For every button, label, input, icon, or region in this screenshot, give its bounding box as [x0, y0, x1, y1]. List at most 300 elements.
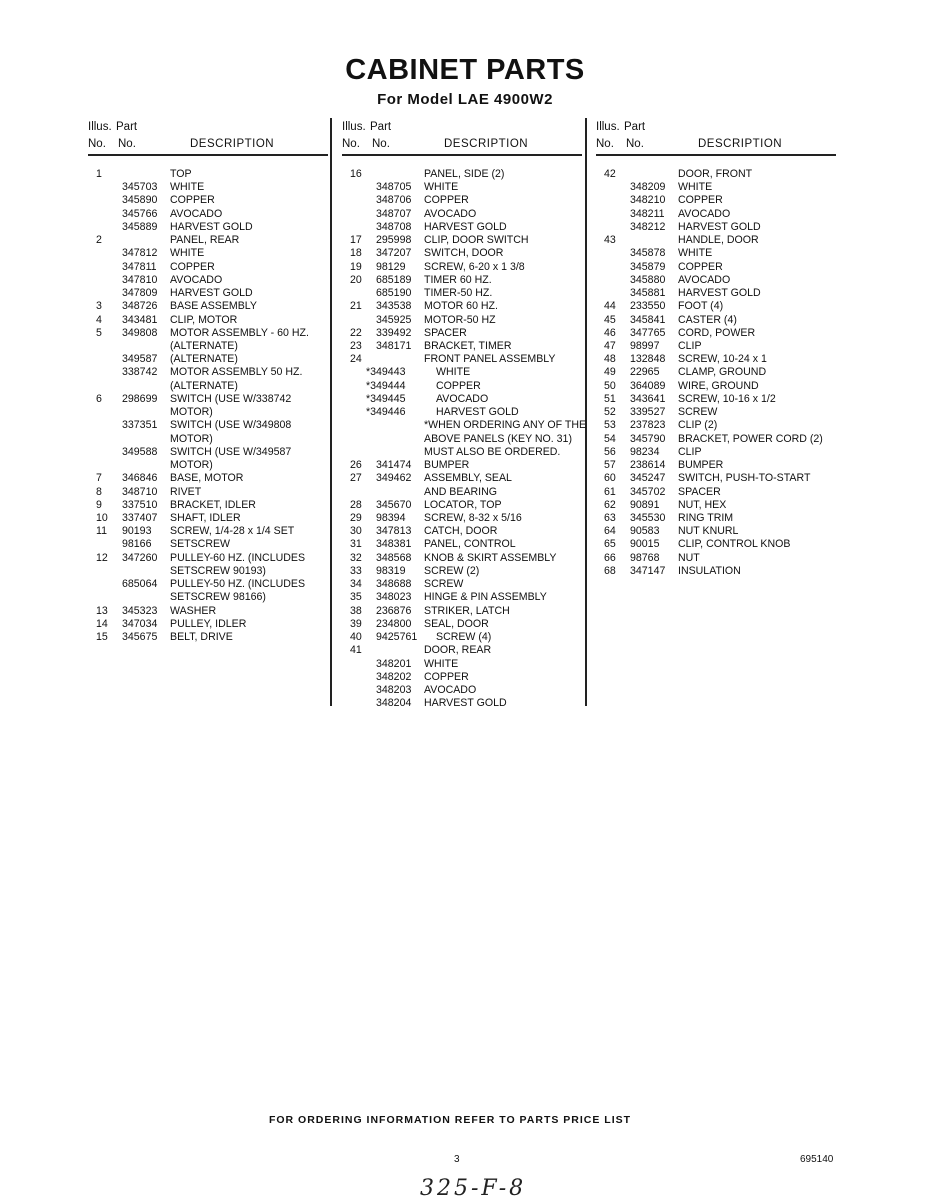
parts-row [342, 644, 587, 657]
parts-row [88, 538, 333, 551]
illus-number: 65 [604, 538, 616, 551]
parts-row [596, 234, 841, 247]
parts-row [342, 353, 587, 366]
parts-row [342, 234, 587, 247]
part-number: 348708 [376, 220, 412, 233]
illus-number: 64 [604, 525, 616, 538]
parts-row [342, 406, 587, 419]
part-number: 339492 [376, 326, 412, 339]
part-description: CLAMP, GROUND [678, 366, 767, 379]
parts-row [88, 591, 333, 604]
parts-row [596, 366, 841, 379]
part-description: RING TRIM [678, 511, 734, 524]
parts-row [596, 208, 841, 221]
illus-number: 24 [350, 353, 362, 366]
illus-number: 45 [604, 313, 616, 326]
part-number: *349445 [366, 392, 406, 405]
part-description: RIVET [170, 485, 202, 498]
illus-number: 27 [350, 472, 362, 485]
illus-number: 53 [604, 419, 616, 432]
part-description: BRACKET, TIMER [424, 339, 512, 352]
illus-number: 22 [350, 326, 362, 339]
header-part-no: No. [626, 138, 644, 150]
part-description: TOP [170, 168, 192, 180]
parts-row [88, 631, 333, 644]
parts-row [342, 684, 587, 697]
header-part-no: No. [372, 138, 390, 150]
illus-number: 33 [350, 564, 362, 577]
part-description: SWITCH (USE W/349587 [170, 445, 292, 458]
part-description: MOTOR ASSEMBLY - 60 HZ. [170, 326, 309, 339]
illus-number: 43 [604, 234, 616, 247]
illus-number: 52 [604, 406, 616, 419]
part-description: AVOCADO [436, 392, 489, 405]
parts-row [88, 406, 333, 419]
parts-row [342, 393, 587, 406]
part-description: SCREW (2) [424, 564, 480, 577]
parts-row [342, 433, 587, 446]
part-description: CORD, POWER [678, 326, 756, 339]
part-number: 345675 [122, 631, 158, 644]
parts-row [596, 486, 841, 499]
part-description: WASHER [170, 604, 217, 617]
part-description: SCREW, 1/4-28 x 1/4 SET [170, 525, 295, 538]
part-description: AVOCADO [170, 273, 223, 286]
header-part-no: No. [118, 138, 136, 150]
part-number: 685190 [376, 287, 412, 300]
illus-number: 60 [604, 472, 616, 485]
part-description: COPPER [170, 194, 215, 207]
illus-number: 4 [96, 313, 102, 326]
part-number: 348688 [376, 578, 412, 591]
part-number: 345880 [630, 273, 666, 286]
part-number: 364089 [630, 379, 666, 392]
part-number: *349444 [366, 379, 406, 392]
parts-row [342, 605, 587, 618]
part-description: MUST ALSO BE ORDERED. [424, 445, 561, 458]
part-description: TIMER 60 HZ. [424, 273, 492, 286]
part-number: 90583 [630, 525, 660, 538]
part-description: WHITE [424, 657, 459, 670]
part-description: MOTOR ASSEMBLY 50 HZ. [170, 366, 303, 379]
parts-row [596, 512, 841, 525]
part-number: 349808 [122, 326, 158, 339]
parts-row [88, 618, 333, 631]
part-number: 348211 [630, 207, 665, 220]
parts-row [342, 419, 587, 432]
handwritten-note: 325-F-8 [420, 1176, 527, 1201]
illus-number: 2 [96, 234, 102, 247]
parts-row [342, 300, 587, 313]
header-illus: Illus. [596, 121, 620, 133]
parts-row [342, 366, 587, 379]
header-part: Part [116, 121, 138, 133]
part-number: 348212 [630, 220, 666, 233]
part-description: MOTOR-50 HZ [424, 313, 496, 326]
parts-row [342, 499, 587, 512]
parts-row [596, 274, 841, 287]
illus-number: 46 [604, 326, 616, 339]
part-number: 343481 [122, 313, 158, 326]
part-description: HARVEST GOLD [678, 287, 761, 300]
part-description: CLIP [678, 339, 702, 352]
part-number: 338742 [122, 366, 158, 379]
parts-row [342, 578, 587, 591]
parts-row [596, 446, 841, 459]
part-description: SWITCH (USE W/349808 [170, 419, 292, 432]
illus-number: 62 [604, 498, 616, 511]
parts-row [342, 221, 587, 234]
part-description: AVOCADO [678, 207, 731, 220]
part-number: 348706 [376, 194, 412, 207]
parts-row [596, 380, 841, 393]
parts-row [596, 393, 841, 406]
parts-row [88, 525, 333, 538]
parts-row [596, 194, 841, 207]
illus-number: 23 [350, 339, 362, 352]
parts-row [596, 552, 841, 565]
illus-number: 51 [604, 392, 616, 405]
part-description: SCREW, 10-24 x 1 [678, 353, 767, 366]
part-number: 348209 [630, 181, 666, 194]
illus-number: 66 [604, 551, 616, 564]
illus-number: 47 [604, 339, 616, 352]
part-number: 98129 [376, 260, 406, 273]
illus-number: 38 [350, 604, 362, 617]
illus-number: 31 [350, 538, 362, 551]
header-illus-no: No. [342, 138, 360, 150]
document-number: 695140 [800, 1154, 834, 1165]
part-description: WHITE [170, 247, 205, 260]
parts-row [88, 486, 333, 499]
illus-number: 17 [350, 234, 362, 247]
parts-row [88, 314, 333, 327]
illus-number: 12 [96, 551, 108, 564]
part-description: PANEL, SIDE (2) [424, 168, 505, 180]
part-number: 345703 [122, 181, 158, 194]
illus-number: 68 [604, 564, 616, 577]
part-description: SETSCREW [170, 538, 231, 551]
illus-number: 5 [96, 326, 102, 339]
illus-number: 40 [350, 631, 362, 644]
parts-row [342, 287, 587, 300]
parts-row [88, 380, 333, 393]
parts-row [88, 194, 333, 207]
parts-row [596, 168, 841, 181]
part-number: 347809 [122, 287, 158, 300]
illus-number: 21 [350, 300, 362, 313]
part-description: BRACKET, IDLER [170, 498, 256, 511]
illus-number: 56 [604, 445, 616, 458]
illus-number: 35 [350, 591, 362, 604]
part-number: 685189 [376, 273, 412, 286]
parts-row [342, 671, 587, 684]
header-part: Part [370, 121, 392, 133]
parts-row [88, 605, 333, 618]
part-number: 90193 [122, 525, 152, 538]
parts-row [596, 565, 841, 578]
part-description: MOTOR) [170, 432, 213, 445]
part-description: INSULATION [678, 564, 741, 577]
part-description: PULLEY, IDLER [170, 617, 247, 630]
parts-row [342, 538, 587, 551]
parts-row [342, 247, 587, 260]
part-number: 345925 [376, 313, 412, 326]
part-number: 348710 [122, 485, 158, 498]
parts-row [88, 208, 333, 221]
parts-row [596, 314, 841, 327]
illus-number: 9 [96, 498, 102, 511]
part-description: COPPER [436, 379, 481, 392]
part-number: 345879 [630, 260, 666, 273]
part-description: SETSCREW 98166) [170, 591, 266, 604]
part-description: HARVEST GOLD [436, 406, 519, 419]
part-description: FOOT (4) [678, 300, 724, 313]
part-description: HANDLE, DOOR [678, 234, 759, 247]
parts-row [596, 472, 841, 485]
parts-row [596, 327, 841, 340]
part-description: MOTOR 60 HZ. [424, 300, 498, 313]
part-number: 347034 [122, 617, 158, 630]
illus-number: 30 [350, 525, 362, 538]
illus-number: 19 [350, 260, 362, 273]
part-number: 347811 [122, 260, 157, 273]
illus-number: 50 [604, 379, 616, 392]
part-description: COPPER [424, 194, 469, 207]
parts-row [88, 168, 333, 181]
illus-number: 44 [604, 300, 616, 313]
part-description: SEAL, DOOR [424, 617, 489, 630]
illus-number: 61 [604, 485, 616, 498]
part-number: 237823 [630, 419, 666, 432]
parts-row [88, 499, 333, 512]
part-number: 345670 [376, 498, 412, 511]
part-description: STRIKER, LATCH [424, 604, 510, 617]
part-description: WHITE [678, 247, 713, 260]
part-number: 233550 [630, 300, 666, 313]
header-rule [596, 154, 836, 156]
part-number: 236876 [376, 604, 412, 617]
part-description: AND BEARING [424, 485, 497, 498]
parts-row [88, 565, 333, 578]
part-description: BUMPER [424, 459, 470, 472]
part-number: *349443 [366, 366, 406, 379]
part-description: COPPER [678, 260, 723, 273]
part-description: SPACER [678, 485, 721, 498]
part-number: 298699 [122, 392, 158, 405]
ordering-footer: FOR ORDERING INFORMATION REFER TO PARTS PRICE LIST [268, 1114, 632, 1126]
parts-row [342, 618, 587, 631]
illus-number: 34 [350, 578, 362, 591]
part-description: COPPER [678, 194, 723, 207]
parts-row [88, 472, 333, 485]
parts-row [88, 261, 333, 274]
illus-number: 3 [96, 300, 102, 313]
header-illus: Illus. [88, 121, 112, 133]
part-number: 348707 [376, 207, 412, 220]
part-number: 238614 [630, 459, 666, 472]
header-rule [342, 154, 582, 156]
part-description: COPPER [424, 670, 469, 683]
parts-row [88, 274, 333, 287]
part-description: SWITCH (USE W/338742 [170, 392, 292, 405]
part-description: WHITE [678, 181, 713, 194]
illus-number: 42 [604, 168, 616, 180]
part-description: WHITE [436, 366, 471, 379]
part-description: WIRE, GROUND [678, 379, 759, 392]
part-number: 345890 [122, 194, 158, 207]
part-description: HARVEST GOLD [170, 287, 253, 300]
parts-row [596, 340, 841, 353]
parts-row [596, 247, 841, 260]
part-description: PULLEY-60 HZ. (INCLUDES [170, 551, 306, 564]
parts-row [596, 525, 841, 538]
illus-number: 57 [604, 459, 616, 472]
part-number: 337351 [122, 419, 158, 432]
part-description: (ALTERNATE) [170, 379, 238, 392]
part-description: *WHEN ORDERING ANY OF THE [424, 419, 587, 432]
part-description: NUT, HEX [678, 498, 727, 511]
part-number: 348705 [376, 181, 412, 194]
page-title: CABINET PARTS [345, 54, 585, 86]
part-description: AVOCADO [678, 273, 731, 286]
part-number: 90891 [630, 498, 660, 511]
part-description: SCREW [424, 578, 464, 591]
part-number: 234800 [376, 617, 412, 630]
part-number: 337407 [122, 511, 158, 524]
part-description: BELT, DRIVE [170, 631, 233, 644]
illus-number: 41 [350, 644, 362, 657]
illus-number: 20 [350, 273, 362, 286]
parts-row [342, 512, 587, 525]
parts-row [596, 353, 841, 366]
parts-row [596, 538, 841, 551]
illus-number: 13 [96, 604, 108, 617]
parts-row [342, 181, 587, 194]
illus-number: 32 [350, 551, 362, 564]
parts-row [88, 512, 333, 525]
part-number: 343641 [630, 392, 666, 405]
part-number: 348202 [376, 670, 412, 683]
part-number: 98394 [376, 511, 406, 524]
illus-number: 16 [350, 168, 362, 180]
parts-row [88, 433, 333, 446]
parts-row [88, 287, 333, 300]
part-number: 9425761 [376, 631, 418, 644]
part-number: 348210 [630, 194, 666, 207]
parts-row [88, 578, 333, 591]
illus-number: 15 [96, 631, 108, 644]
parts-row [342, 697, 587, 710]
part-description: SPACER [424, 326, 467, 339]
illus-number: 26 [350, 459, 362, 472]
parts-row [596, 181, 841, 194]
part-description: CASTER (4) [678, 313, 737, 326]
parts-row [596, 433, 841, 446]
illus-number: 63 [604, 511, 616, 524]
part-description: HINGE & PIN ASSEMBLY [424, 591, 547, 604]
part-description: HARVEST GOLD [424, 697, 507, 710]
part-number: 685064 [122, 578, 158, 591]
parts-row [596, 287, 841, 300]
part-number: 348201 [376, 657, 412, 670]
header-illus-no: No. [596, 138, 614, 150]
part-number: 349587 [122, 353, 158, 366]
part-number: 295998 [376, 234, 412, 247]
parts-row [342, 446, 587, 459]
part-number: 345702 [630, 485, 666, 498]
part-number: 348203 [376, 683, 412, 696]
header-description: DESCRIPTION [698, 138, 783, 150]
header-illus-no: No. [88, 138, 106, 150]
part-number: 22965 [630, 366, 660, 379]
illus-number: 14 [96, 617, 108, 630]
part-number: 348726 [122, 300, 158, 313]
part-number: 98997 [630, 339, 660, 352]
part-description: HARVEST GOLD [678, 220, 761, 233]
part-number: 98319 [376, 564, 406, 577]
part-description: TIMER-50 HZ. [424, 287, 493, 300]
parts-row [342, 208, 587, 221]
part-description: CLIP [678, 445, 702, 458]
part-number: 347260 [122, 551, 158, 564]
parts-row [342, 194, 587, 207]
part-description: SWITCH, DOOR [424, 247, 504, 260]
header-rule [88, 154, 328, 156]
parts-row [342, 565, 587, 578]
part-description: AVOCADO [424, 207, 477, 220]
part-number: 347810 [122, 273, 158, 286]
parts-row [342, 261, 587, 274]
illus-number: 6 [96, 392, 102, 405]
part-number: 349462 [376, 472, 412, 485]
illus-number: 28 [350, 498, 362, 511]
part-description: (ALTERNATE) [170, 339, 238, 352]
part-description: BASE ASSEMBLY [170, 300, 257, 313]
part-number: 348171 [376, 339, 412, 352]
illus-number: 54 [604, 432, 616, 445]
parts-row [596, 261, 841, 274]
part-description: PULLEY-50 HZ. (INCLUDES [170, 578, 306, 591]
illus-number: 48 [604, 353, 616, 366]
part-number: 348381 [376, 538, 412, 551]
parts-row [88, 353, 333, 366]
illus-number: 11 [96, 525, 107, 538]
part-description: COPPER [170, 260, 215, 273]
part-number: 348023 [376, 591, 412, 604]
part-number: 348204 [376, 697, 412, 710]
parts-row [342, 168, 587, 181]
parts-row [88, 181, 333, 194]
parts-row [88, 393, 333, 406]
part-description: SCREW, 10-16 x 1/2 [678, 392, 776, 405]
parts-row [596, 406, 841, 419]
part-number: 339527 [630, 406, 666, 419]
part-description: CLIP, CONTROL KNOB [678, 538, 791, 551]
part-number: 346846 [122, 472, 158, 485]
parts-row [342, 327, 587, 340]
part-description: HARVEST GOLD [170, 220, 253, 233]
parts-row [342, 552, 587, 565]
header-illus: Illus. [342, 121, 366, 133]
part-number: 98768 [630, 551, 660, 564]
part-number: 347147 [630, 564, 666, 577]
parts-row [342, 472, 587, 485]
part-number: 345841 [630, 313, 666, 326]
parts-row [596, 459, 841, 472]
part-description: WHITE [170, 181, 205, 194]
part-number: 347812 [122, 247, 158, 260]
